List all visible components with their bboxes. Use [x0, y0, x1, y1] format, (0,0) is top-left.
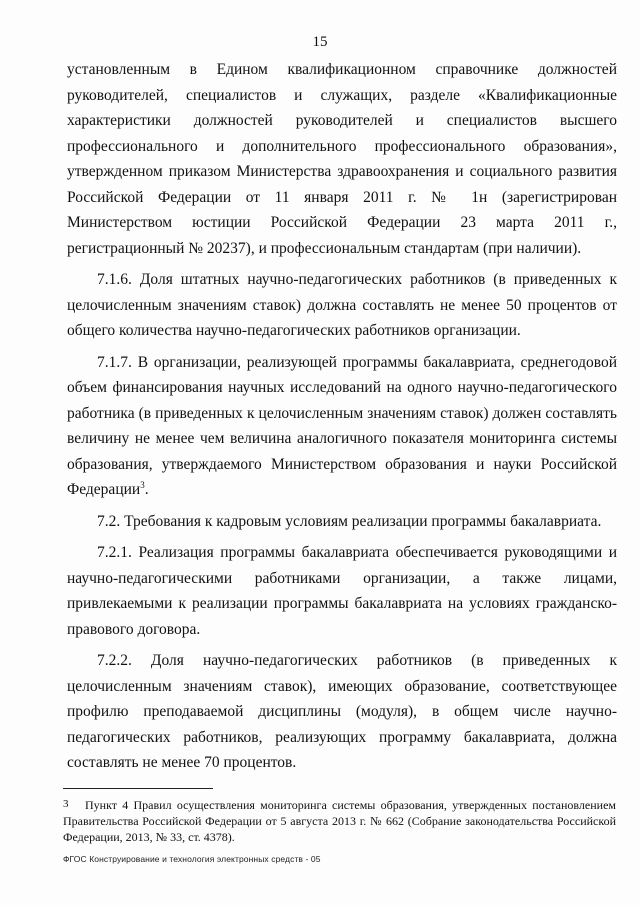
page-footer: ФГОС Конструирование и технология электронных средств - 05: [63, 854, 321, 864]
paragraph-7-1-7-text: 7.1.7. В организации, реализующей программы бакалавриата, среднегодовой объем финансирования научных исследований на одного научно-педагогического работника (в приведенных к целочисленным значениям ставок) должен составлять величину не менее чем величина аналогичного показателя мониторинга системы образования, утверждаемого Министерством образования и науки Российской Федерации: [67, 353, 617, 498]
footnote-text: Пункт 4 Правил осуществления мониторинга системы образования, утвержденных постановлением Правительства Российской Федерации от 5 августа 2013 г. № 662 (Собрание законодательства Российской Федерации, 2013, № 33, ст. 4378).: [63, 798, 616, 844]
footnote-reference[interactable]: 3: [140, 480, 145, 490]
paragraph-7-2: 7.2. Требования к кадровым условиям реализации программы бакалавриата.: [97, 512, 602, 530]
paragraph-7-1-6: 7.1.6. Доля штатных научно-педагогических работников (в приведенных к целочисленным значениям ставок) должна составлять не менее 50 процентов от общего количества научно-педагогических работников организации.: [67, 271, 617, 339]
paragraph-7-2-2: 7.2.2. Доля научно-педагогических работников (в приведенных к целочисленным значениям ставок), имеющих образование, соответствующее профилю преподаваемой дисциплины (модуля), в общем числе научно-педагогических работников, реализующих программу бакалавриата, должна составлять не менее 70 процентов.: [67, 652, 617, 771]
paragraph-7-1-7-end: .: [144, 481, 149, 498]
body-text: [67, 57, 617, 776]
paragraph-7-2-1: 7.2.1. Реализация программы бакалавриата обеспечивается руководящими и научно-педагогическими работниками организации, а также лицами, привлекаемыми к реализации программы бакалавриата на условиях гражданско-правового договора.: [67, 544, 617, 638]
paragraph-continuation: установленным в Едином квалификационном справочнике должностей руководителей, специалистов и служащих, разделе «Квалификационные характеристики должностей руководителей и специалистов высшего профессионального и дополнительного профессионального образования», утвержденном приказом Министерства здравоохранения и социального развития Российской Федерации от 11 января 2011 г. № 1н (зарегистрирован Министерством юстиции Российской Федерации 23 марта 2011 г., регистрационный № 20237), и профессиональным стандартам (при наличии).: [67, 61, 617, 257]
footnote-mark: 3: [63, 798, 69, 810]
footnote-divider: [63, 788, 213, 789]
paragraph-7-1-7: [67, 350, 617, 503]
page-number: 15: [312, 34, 328, 50]
footnote: [63, 796, 616, 845]
